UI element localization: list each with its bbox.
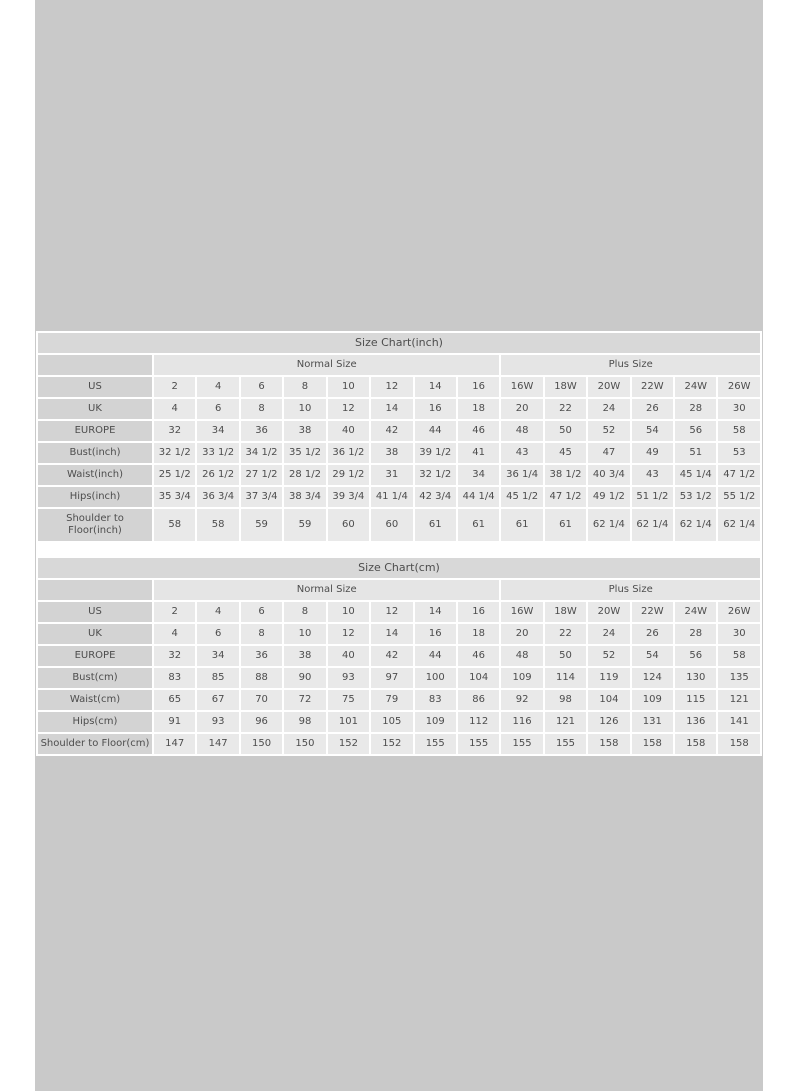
size-cell: 75: [328, 690, 369, 710]
size-cell: 6: [241, 377, 282, 397]
size-cell: 26 1/2: [197, 465, 238, 485]
size-cell: 152: [371, 734, 412, 754]
size-cell: 150: [241, 734, 282, 754]
table-row: [38, 646, 760, 666]
size-cell: 18: [458, 399, 499, 419]
size-cell: 92: [501, 690, 542, 710]
size-cell: 61: [501, 509, 542, 541]
size-cell: 147: [197, 734, 238, 754]
size-cell: 10: [284, 399, 325, 419]
size-cell: 40: [328, 421, 369, 441]
size-charts-block: [36, 331, 762, 756]
size-cell: 16W: [501, 377, 542, 397]
table-row: [38, 421, 760, 441]
size-cell: 20: [501, 624, 542, 644]
table-row: [38, 443, 760, 463]
size-cell: 126: [588, 712, 629, 732]
table-row: [38, 690, 760, 710]
size-cell: 46: [458, 646, 499, 666]
size-cell: 32 1/2: [154, 443, 195, 463]
size-cell: 8: [241, 399, 282, 419]
size-cell: 38: [284, 646, 325, 666]
size-cell: 6: [197, 399, 238, 419]
size-cell: 22W: [632, 377, 673, 397]
table-gap: [36, 543, 762, 556]
size-cell: 12: [328, 624, 369, 644]
size-cell: 124: [632, 668, 673, 688]
size-cell: 51: [675, 443, 716, 463]
size-cell: 42: [371, 421, 412, 441]
size-cell: 42 3/4: [415, 487, 456, 507]
size-cell: 121: [545, 712, 586, 732]
size-cell: 36 1/4: [501, 465, 542, 485]
size-cell: 4: [197, 602, 238, 622]
size-cell: 53: [718, 443, 760, 463]
size-cell: 44: [415, 646, 456, 666]
size-cell: 58: [197, 509, 238, 541]
size-cell: 4: [154, 399, 195, 419]
size-cell: 44: [415, 421, 456, 441]
row-label: Waist(cm): [38, 690, 152, 710]
size-cell: 97: [371, 668, 412, 688]
row-label: Bust(inch): [38, 443, 152, 463]
size-cell: 32: [154, 646, 195, 666]
row-label: UK: [38, 624, 152, 644]
size-cell: 48: [501, 421, 542, 441]
size-cell: 34 1/2: [241, 443, 282, 463]
size-cell: 22: [545, 624, 586, 644]
size-cell: 121: [718, 690, 760, 710]
table-row: [38, 487, 760, 507]
size-cell: 44 1/4: [458, 487, 499, 507]
size-cell: 135: [718, 668, 760, 688]
size-cell: 26W: [718, 602, 760, 622]
size-cell: 2: [154, 377, 195, 397]
size-cell: 155: [415, 734, 456, 754]
size-cell: 72: [284, 690, 325, 710]
group-header: Normal Size: [154, 355, 499, 375]
row-label: UK: [38, 399, 152, 419]
size-cell: 20: [501, 399, 542, 419]
size-cell: 26W: [718, 377, 760, 397]
size-cell: 55 1/2: [718, 487, 760, 507]
size-cell: 100: [415, 668, 456, 688]
size-cell: 40: [328, 646, 369, 666]
row-label: EUROPE: [38, 646, 152, 666]
size-cell: 45: [545, 443, 586, 463]
size-cell: 104: [458, 668, 499, 688]
size-cell: 12: [371, 602, 412, 622]
size-cell: 158: [588, 734, 629, 754]
size-cell: 10: [328, 377, 369, 397]
size-cell: 30: [718, 624, 760, 644]
row-label: Hips(cm): [38, 712, 152, 732]
row-label: US: [38, 377, 152, 397]
size-cell: 67: [197, 690, 238, 710]
size-cell: 47 1/2: [718, 465, 760, 485]
table-row: [38, 399, 760, 419]
size-cell: 119: [588, 668, 629, 688]
size-cell: 60: [328, 509, 369, 541]
size-cell: 112: [458, 712, 499, 732]
size-cell: 49 1/2: [588, 487, 629, 507]
size-cell: 32 1/2: [415, 465, 456, 485]
size-cell: 158: [718, 734, 760, 754]
table-row: [38, 602, 760, 622]
size-cell: 93: [197, 712, 238, 732]
size-cell: 14: [415, 377, 456, 397]
size-cell: 41 1/4: [371, 487, 412, 507]
size-cell: 42: [371, 646, 412, 666]
row-label: EUROPE: [38, 421, 152, 441]
size-cell: 105: [371, 712, 412, 732]
size-cell: 40 3/4: [588, 465, 629, 485]
size-cell: 10: [328, 602, 369, 622]
size-cell: 155: [458, 734, 499, 754]
size-cell: 8: [241, 624, 282, 644]
size-cell: 86: [458, 690, 499, 710]
size-cell: 60: [371, 509, 412, 541]
table-row: [38, 712, 760, 732]
size-cell: 41: [458, 443, 499, 463]
size-cell: 45 1/2: [501, 487, 542, 507]
size-cell: 62 1/4: [588, 509, 629, 541]
size-cell: 50: [545, 646, 586, 666]
size-cell: 109: [632, 690, 673, 710]
corner-cell: [38, 355, 152, 375]
size-cell: 20W: [588, 602, 629, 622]
size-cell: 85: [197, 668, 238, 688]
size-cell: 104: [588, 690, 629, 710]
row-label: Waist(inch): [38, 465, 152, 485]
size-cell: 56: [675, 421, 716, 441]
size-cell: 24W: [675, 377, 716, 397]
size-cell: 91: [154, 712, 195, 732]
row-label: Shoulder to Floor(cm): [38, 734, 152, 754]
size-cell: 14: [371, 624, 412, 644]
size-cell: 49: [632, 443, 673, 463]
size-cell: 16: [458, 377, 499, 397]
size-cell: 109: [501, 668, 542, 688]
size-cell: 155: [501, 734, 542, 754]
size-cell: 30: [718, 399, 760, 419]
table-row: [38, 377, 760, 397]
size-cell: 130: [675, 668, 716, 688]
size-cell: 83: [415, 690, 456, 710]
size-cell: 52: [588, 421, 629, 441]
size-cell: 79: [371, 690, 412, 710]
size-cell: 38: [371, 443, 412, 463]
size-cell: 114: [545, 668, 586, 688]
size-cell: 47 1/2: [545, 487, 586, 507]
row-label: Hips(inch): [38, 487, 152, 507]
size-cell: 16W: [501, 602, 542, 622]
size-cell: 93: [328, 668, 369, 688]
group-header: Plus Size: [501, 580, 760, 600]
size-cell: 4: [197, 377, 238, 397]
size-cell: 90: [284, 668, 325, 688]
size-cell: 24W: [675, 602, 716, 622]
size-cell: 22W: [632, 602, 673, 622]
size-cell: 131: [632, 712, 673, 732]
size-cell: 36: [241, 421, 282, 441]
size-cell: 25 1/2: [154, 465, 195, 485]
size-cell: 51 1/2: [632, 487, 673, 507]
size-cell: 38 1/2: [545, 465, 586, 485]
size-cell: 12: [328, 399, 369, 419]
size-cell: 50: [545, 421, 586, 441]
size-cell: 158: [632, 734, 673, 754]
size-cell: 38 3/4: [284, 487, 325, 507]
size-cell: 43: [632, 465, 673, 485]
size-cell: 39 1/2: [415, 443, 456, 463]
size-cell: 26: [632, 399, 673, 419]
size-cell: 115: [675, 690, 716, 710]
size-cell: 61: [458, 509, 499, 541]
size-cell: 29 1/2: [328, 465, 369, 485]
size-cell: 18: [458, 624, 499, 644]
size-cell: 116: [501, 712, 542, 732]
size-cell: 34: [458, 465, 499, 485]
size-cell: 58: [718, 421, 760, 441]
size-cell: 16: [458, 602, 499, 622]
size-cell: 39 3/4: [328, 487, 369, 507]
size-cell: 109: [415, 712, 456, 732]
size-cell: 31: [371, 465, 412, 485]
size-cell: 22: [545, 399, 586, 419]
size-cell: 88: [241, 668, 282, 688]
size-cell: 58: [718, 646, 760, 666]
size-cell: 4: [154, 624, 195, 644]
size-cell: 24: [588, 399, 629, 419]
size-chart-table-inch: [36, 331, 762, 543]
size-cell: 20W: [588, 377, 629, 397]
size-cell: 98: [545, 690, 586, 710]
group-header: Normal Size: [154, 580, 499, 600]
size-cell: 98: [284, 712, 325, 732]
group-header: Plus Size: [501, 355, 760, 375]
size-cell: 36: [241, 646, 282, 666]
size-cell: 37 3/4: [241, 487, 282, 507]
row-label: US: [38, 602, 152, 622]
size-cell: 34: [197, 646, 238, 666]
size-cell: 8: [284, 377, 325, 397]
gray-canvas: [35, 0, 763, 1091]
size-cell: 27 1/2: [241, 465, 282, 485]
size-cell: 14: [415, 602, 456, 622]
size-cell: 2: [154, 602, 195, 622]
size-cell: 6: [197, 624, 238, 644]
size-cell: 46: [458, 421, 499, 441]
size-cell: 10: [284, 624, 325, 644]
size-cell: 101: [328, 712, 369, 732]
size-cell: 136: [675, 712, 716, 732]
size-cell: 70: [241, 690, 282, 710]
row-label: Shoulder to Floor(inch): [38, 509, 152, 541]
size-cell: 14: [371, 399, 412, 419]
size-cell: 33 1/2: [197, 443, 238, 463]
size-cell: 59: [284, 509, 325, 541]
size-cell: 62 1/4: [718, 509, 760, 541]
size-cell: 59: [241, 509, 282, 541]
size-cell: 62 1/4: [675, 509, 716, 541]
size-cell: 150: [284, 734, 325, 754]
size-cell: 45 1/4: [675, 465, 716, 485]
size-cell: 32: [154, 421, 195, 441]
size-cell: 28: [675, 624, 716, 644]
size-cell: 16: [415, 624, 456, 644]
size-cell: 83: [154, 668, 195, 688]
table-title-cm: Size Chart(cm): [38, 558, 760, 578]
corner-cell: [38, 580, 152, 600]
size-cell: 141: [718, 712, 760, 732]
size-cell: 18W: [545, 377, 586, 397]
table-row: [38, 734, 760, 754]
size-cell: 28: [675, 399, 716, 419]
table-row: [38, 624, 760, 644]
size-cell: 54: [632, 421, 673, 441]
size-cell: 47: [588, 443, 629, 463]
size-cell: 62 1/4: [632, 509, 673, 541]
size-cell: 35 1/2: [284, 443, 325, 463]
size-cell: 58: [154, 509, 195, 541]
size-cell: 152: [328, 734, 369, 754]
size-cell: 38: [284, 421, 325, 441]
size-cell: 53 1/2: [675, 487, 716, 507]
size-cell: 96: [241, 712, 282, 732]
row-label: Bust(cm): [38, 668, 152, 688]
size-cell: 56: [675, 646, 716, 666]
size-cell: 35 3/4: [154, 487, 195, 507]
size-cell: 54: [632, 646, 673, 666]
size-cell: 43: [501, 443, 542, 463]
size-cell: 28 1/2: [284, 465, 325, 485]
size-cell: 34: [197, 421, 238, 441]
size-cell: 52: [588, 646, 629, 666]
size-cell: 155: [545, 734, 586, 754]
size-cell: 36 3/4: [197, 487, 238, 507]
size-cell: 18W: [545, 602, 586, 622]
size-cell: 158: [675, 734, 716, 754]
size-cell: 61: [415, 509, 456, 541]
size-cell: 26: [632, 624, 673, 644]
size-cell: 36 1/2: [328, 443, 369, 463]
size-cell: 16: [415, 399, 456, 419]
size-cell: 48: [501, 646, 542, 666]
size-cell: 8: [284, 602, 325, 622]
size-chart-table-cm: [36, 556, 762, 756]
size-cell: 6: [241, 602, 282, 622]
table-row: [38, 509, 760, 541]
size-cell: 12: [371, 377, 412, 397]
table-title-inch: Size Chart(inch): [38, 333, 760, 353]
size-cell: 65: [154, 690, 195, 710]
size-cell: 24: [588, 624, 629, 644]
size-cell: 147: [154, 734, 195, 754]
table-row: [38, 465, 760, 485]
table-row: [38, 668, 760, 688]
size-cell: 61: [545, 509, 586, 541]
